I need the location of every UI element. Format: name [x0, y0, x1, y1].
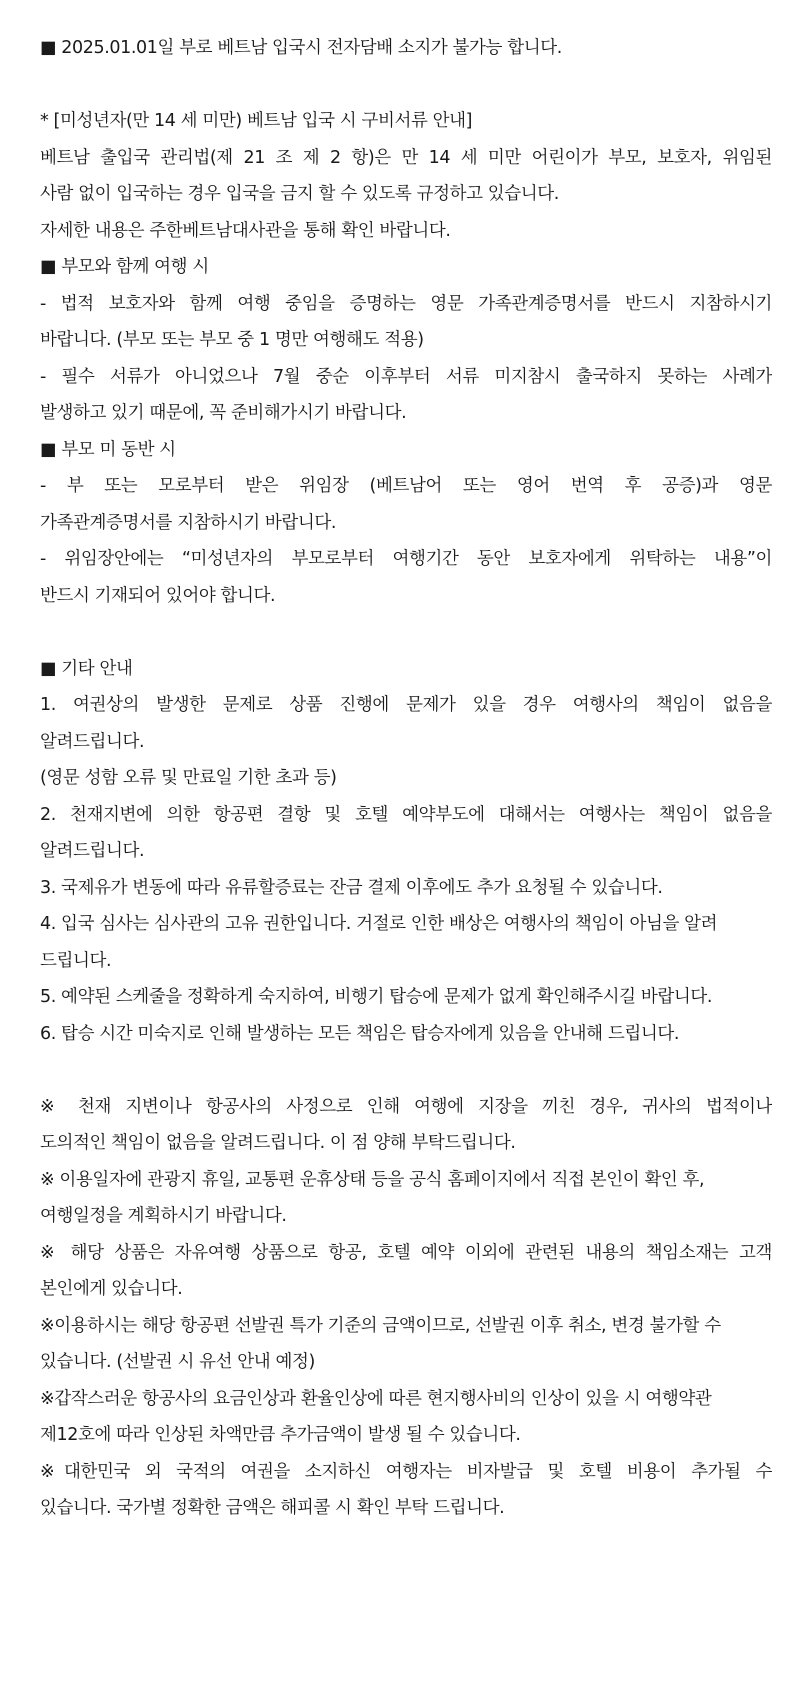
ecig-ban-notice: ■ 2025.01.01일 부로 베트남 입국시 전자담배 소지가 불가능 합니다.	[40, 38, 562, 58]
note4-line2: 있습니다. (선발권 시 유선 안내 예정)	[40, 1352, 315, 1372]
minor-law-text-line1: 베트남 출입국 관리법(제 21 조 제 2 항)은 만 14 세 미만 어린이가 부모, 보호자, 위임된	[40, 147, 772, 168]
note2-line2: 여행일정을 계획하시기 바랍니다.	[40, 1206, 287, 1226]
embassy-info-text: 자세한 내용은 주한베트남대사관을 통해 확인 바랍니다.	[40, 220, 451, 241]
without-parents-heading: ■ 부모 미 동반 시	[40, 439, 176, 460]
other-item2-line2: 알려드립니다.	[40, 841, 145, 861]
with-parents-item2-line1: - 필수 서류가 아니었으나 7월 중순 이후부터 서류 미지참시 출국하지 못하는 사례가	[40, 366, 772, 387]
note4-line1: ※이용하시는 해당 항공편 선발권 특가 기준의 금액이므로, 선발권 이후 취소, 변경 불가할 수	[40, 1315, 721, 1336]
with-parents-item1-line2: 바랍니다. (부모 또는 부모 중 1 명만 여행해도 적용)	[40, 330, 424, 350]
spacer	[40, 1052, 772, 1089]
note6-line2: 있습니다. 국가별 정확한 금액은 해피콜 시 확인 부탁 드립니다.	[40, 1498, 505, 1518]
note5-line2: 제12호에 따라 인상된 차액만큼 추가금액이 발생 될 수 있습니다.	[40, 1425, 521, 1445]
other-item1-line1: 1. 여권상의 발생한 문제로 상품 진행에 문제가 있을 경우 여행사의 책임이 없음을	[40, 695, 772, 715]
other-item4-line2: 드립니다.	[40, 950, 112, 971]
without-parents-item2-line2: 반드시 기재되어 있어야 합니다.	[40, 585, 276, 606]
with-parents-item2-line2: 발생하고 있기 때문에, 꼭 준비해가시기 바랍니다.	[40, 403, 407, 423]
note6-line1: ※대한민국 외 국적의 여권을 소지하신 여행자는 비자발급 및 호텔 비용이 추가될 수	[40, 1461, 772, 1482]
other-item1-line3: (영문 성함 오류 및 만료일 기한 초과 등)	[40, 768, 337, 788]
spacer	[40, 67, 772, 104]
with-parents-heading: ■ 부모와 함께 여행 시	[40, 257, 209, 277]
other-item1-line2: 알려드립니다.	[40, 731, 145, 752]
without-parents-item2-line1: - 위임장안에는 “미성년자의 부모로부터 여행기간 동안 보호자에게 위탁하는 내용”이	[40, 549, 772, 569]
minor-entry-heading: * [미성년자(만 14 세 미만) 베트남 입국 시 구비서류 안내]	[40, 111, 473, 131]
other-item6: 6. 탑승 시간 미숙지로 인해 발생하는 모든 책임은 탑승자에게 있음을 안내해 드립니다.	[40, 1023, 680, 1044]
note5-line1: ※갑작스러운 항공사의 요금인상과 환율인상에 따른 현지행사비의 인상이 있을 시 여행약관	[40, 1388, 712, 1409]
note1-line1: ※ 천재 지변이나 항공사의 사정으로 인해 여행에 지장을 끼친 경우, 귀사의 법적이나	[40, 1096, 772, 1117]
other-info-heading: ■ 기타 안내	[40, 658, 133, 679]
other-item4-line1: 4. 입국 심사는 심사관의 고유 권한입니다. 거절로 인한 배상은 여행사의 책임이 아님을 알려	[40, 914, 718, 934]
note3-line1: ※ 해당 상품은 자유여행 상품으로 항공, 호텔 예약 이외에 관련된 내용의 책임소재는 고객	[40, 1242, 772, 1263]
other-item3: 3. 국제유가 변동에 따라 유류할증료는 잔금 결제 이후에도 추가 요청될 수 있습니다.	[40, 877, 663, 898]
with-parents-item1-line1: - 법적 보호자와 함께 여행 중임을 증명하는 영문 가족관계증명서를 반드시 지참하시기	[40, 293, 772, 314]
without-parents-item1-line1: - 부 또는 모로부터 받은 위임장 (베트남어 또는 영어 번역 후 공증)과 영문	[40, 476, 772, 496]
other-item5: 5. 예약된 스케줄을 정확하게 숙지하여, 비행기 탑승에 문제가 없게 확인해주시길 바랍니다.	[40, 987, 713, 1007]
without-parents-item1-line2: 가족관계증명서를 지참하시기 바랍니다.	[40, 512, 337, 533]
spacer	[40, 614, 772, 651]
minor-law-text-line2: 사람 없이 입국하는 경우 입국을 금지 할 수 있도록 규정하고 있습니다.	[40, 184, 559, 204]
note2-line1: ※ 이용일자에 관광지 휴일, 교통편 운휴상태 등을 공식 홈페이지에서 직접 본인이 확인 후,	[40, 1169, 705, 1190]
note3-line2: 본인에게 있습니다.	[40, 1279, 183, 1299]
note1-line2: 도의적인 책임이 없음을 알려드립니다. 이 점 양해 부탁드립니다.	[40, 1133, 516, 1153]
other-item2-line1: 2. 천재지변에 의한 항공편 결항 및 호텔 예약부도에 대해서는 여행사는 책임이 없음을	[40, 804, 772, 825]
